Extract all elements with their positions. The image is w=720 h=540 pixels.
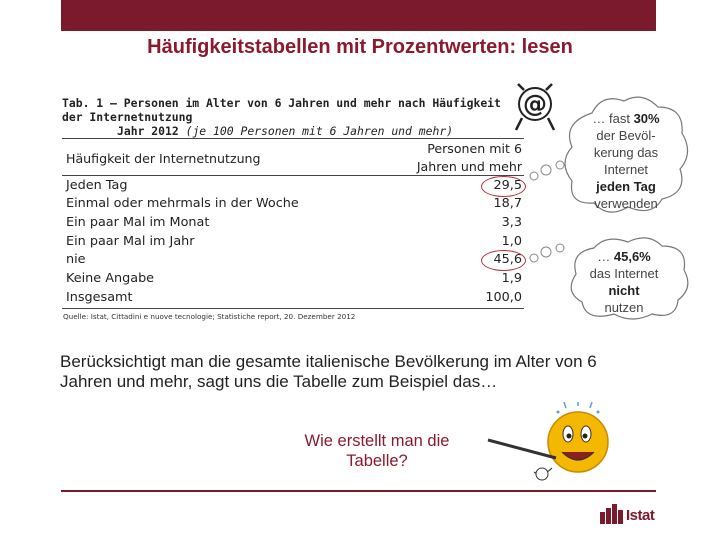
at-mascot-icon (510, 80, 560, 140)
row-value-never: 45,6 (493, 252, 522, 267)
istat-logo-icon (600, 504, 624, 524)
row-value-total: 100,0 (485, 290, 522, 305)
istat-logo-text: Istat (626, 507, 655, 524)
header-persons-line1: Personen mit 6 (427, 141, 522, 156)
header-persons-line2: Jahren und mehr (416, 159, 522, 174)
cloud-1-highlight: 30% (633, 111, 660, 126)
table-bottom-rule (62, 308, 524, 309)
caption-year: Jahr 2012 (117, 124, 179, 138)
cloud-2-suffix: nutzen (604, 300, 644, 315)
cloud-2-highlight: 45,6% (613, 249, 651, 264)
cloud-2-emphasis: nicht (608, 283, 640, 298)
cloud-1-middle: der Bevöl-kerung das Internet (593, 128, 659, 177)
row-label-never: nie (66, 252, 86, 267)
cloud-1-suffix: verwenden (594, 196, 658, 211)
row-label-yearly: Ein paar Mal im Jahr (66, 234, 195, 249)
bottom-rule (61, 490, 656, 492)
top-banner (61, 0, 656, 31)
caption-note: (je 100 Personen mit 6 Jahren und mehr) (185, 124, 454, 138)
row-label-no-answer: Keine Angabe (66, 271, 155, 286)
question-text: Wie erstellt man die Tabelle? (304, 432, 450, 470)
row-label-monthly: Ein paar Mal im Monat (66, 215, 210, 230)
cloud-2-middle: das Internet (589, 266, 659, 281)
header-frequency: Häufigkeit der Internetnutzung (66, 151, 261, 166)
row-label-weekly: Einmal oder mehrmals in der Woche (66, 196, 299, 211)
table-source: Quelle: Istat, Cittadini e nuove tecnologie; Statistiche report, 20. Dezember 2012 (63, 312, 356, 321)
body-paragraph: Berücksichtigt man die gesamte italienische Bevölkerung im Alter von 6 Jahren und mehr, sagt uns die Tabelle zum Beispiel das… (60, 352, 597, 391)
smiley-pointing-icon (474, 402, 614, 492)
row-label-total: Insgesamt (66, 290, 133, 305)
row-value-weekly: 18,7 (493, 196, 522, 211)
table-caption: Tab. 1 – Personen im Alter von 6 Jahren und mehr nach Häufigkeit der Internetnutzung (62, 96, 501, 124)
table-caption-year (117, 124, 453, 138)
cloud-1-prefix: … fast (592, 111, 634, 126)
row-value-monthly: 3,3 (501, 215, 522, 230)
at-symbol: @ (523, 90, 547, 118)
row-value-daily: 29,5 (493, 178, 522, 193)
page-title: Häufigkeitstabellen mit Prozentwerten: lesen (147, 36, 573, 58)
row-value-yearly: 1,0 (501, 234, 522, 249)
header-persons (390, 140, 522, 176)
cloud-1-text (578, 110, 674, 212)
cloud-1-emphasis: jeden Tag (596, 179, 656, 194)
cloud-2-text (576, 248, 672, 316)
table-header-rule (62, 175, 524, 176)
row-value-no-answer: 1,9 (501, 271, 522, 286)
table-top-rule (62, 138, 524, 139)
cloud-2-prefix: … (597, 249, 614, 264)
row-label-daily: Jeden Tag (66, 178, 128, 193)
